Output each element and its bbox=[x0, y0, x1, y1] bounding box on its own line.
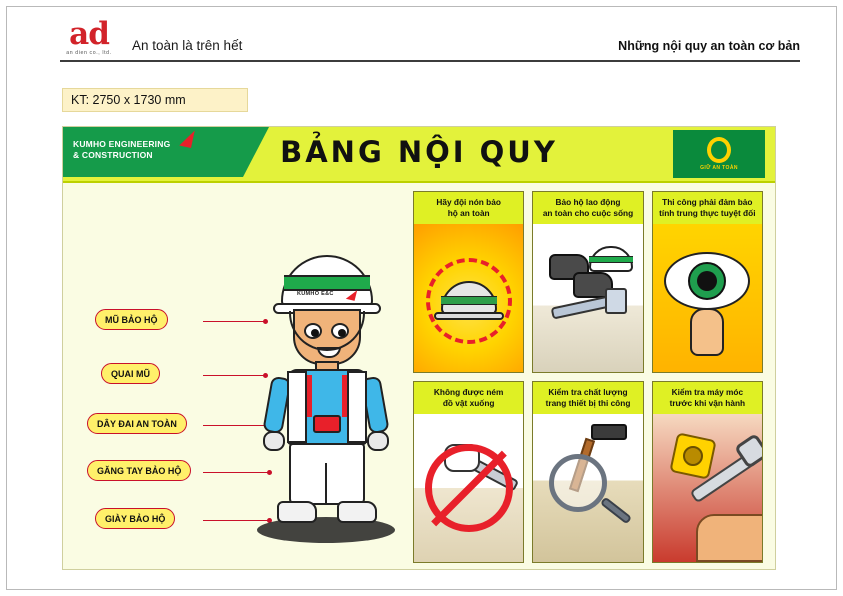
rule-card-title bbox=[414, 192, 523, 224]
mascot-safety-harness bbox=[307, 375, 347, 417]
safety-badge bbox=[673, 130, 765, 178]
hammer-head-icon bbox=[591, 424, 627, 440]
badge-label: GIỮ AN TOÀN bbox=[700, 165, 738, 171]
document-header bbox=[60, 16, 800, 62]
rule-card-title bbox=[533, 192, 642, 224]
hand-icon bbox=[690, 308, 724, 356]
rule-card-title-line2: trước khi vận hành bbox=[669, 398, 746, 408]
rule-card-title bbox=[414, 382, 523, 414]
hard-hat-brim bbox=[434, 312, 504, 320]
rule-card-title-line2: đồ vật xuống bbox=[442, 398, 495, 408]
eye-hand-icon bbox=[653, 224, 762, 372]
brand-block bbox=[60, 15, 243, 56]
worker-arm-icon bbox=[696, 514, 763, 562]
rule-card-title bbox=[533, 382, 642, 414]
dimension-label bbox=[62, 88, 248, 112]
rule-card-title bbox=[653, 382, 762, 414]
kumho-tab-line2: & CONSTRUCTION bbox=[73, 150, 153, 160]
rule-card-title-line1: Kiểm tra chất lượng bbox=[548, 387, 628, 397]
poster-artboard bbox=[62, 126, 776, 570]
mascot-vest-right bbox=[347, 371, 367, 443]
mascot-shoe-right bbox=[337, 501, 377, 523]
no-throw-icon bbox=[414, 414, 523, 562]
callout-helmet: MŨ BẢO HỘ bbox=[95, 309, 168, 330]
rule-card bbox=[413, 191, 524, 373]
rule-card-grid bbox=[413, 191, 769, 563]
mascot-worker-illustration bbox=[251, 255, 401, 565]
rule-card-title-line1: Không được ném bbox=[433, 387, 504, 397]
rule-card-title-line1: Hãy đội nón bảo bbox=[436, 197, 501, 207]
rule-card bbox=[413, 381, 524, 563]
callout-chinstrap: QUAI MŨ bbox=[101, 363, 160, 384]
mascot-helmet-label: KUMHO E&C bbox=[297, 291, 334, 297]
belt-buckle-icon bbox=[605, 288, 627, 314]
callout-safety-shoes: GIÀY BẢO HỘ bbox=[95, 508, 175, 529]
logo-subtitle: an dien co., ltd. bbox=[66, 49, 112, 56]
kumho-tab-line1: KUMHO ENGINEERING bbox=[73, 139, 171, 149]
rule-card-title-line2: tính trung thực tuyệt đối bbox=[659, 208, 756, 218]
rule-card-title bbox=[653, 192, 762, 224]
rule-card-title-line2: trang thiết bị thi công bbox=[545, 398, 631, 408]
callout-gloves: GĂNG TAY BẢO HỘ bbox=[87, 460, 191, 481]
rule-card-title-line2: hộ an toàn bbox=[447, 208, 490, 218]
magnifier-handle-icon bbox=[600, 496, 632, 524]
brand-tagline: An toàn là trên hết bbox=[132, 38, 243, 53]
rule-card-title-line2: an toàn cho cuộc sống bbox=[542, 208, 634, 218]
mascot-vest-left bbox=[287, 371, 307, 443]
rule-card-title-line1: Thi công phải đảm bảo bbox=[662, 197, 753, 207]
badge-ring-icon bbox=[707, 137, 731, 163]
wrench-bolt-icon bbox=[653, 414, 762, 562]
magnifier-hammer-icon bbox=[533, 414, 642, 562]
poster-title: BẢNG NỘI QUY bbox=[280, 135, 558, 169]
dimension-text: KT: 2750 x 1730 mm bbox=[71, 93, 186, 107]
callout-safety-belt: DÂY ĐAI AN TOÀN bbox=[87, 413, 187, 434]
mascot-callout-area bbox=[63, 185, 413, 571]
mascot-glove-right bbox=[367, 431, 389, 451]
poster-header-bar bbox=[63, 127, 775, 183]
hard-hat-band bbox=[441, 296, 497, 305]
helmet-rays-icon bbox=[414, 224, 523, 372]
header-title: Những nội quy an toàn cơ bản bbox=[618, 39, 800, 53]
mascot-glove-left bbox=[263, 431, 285, 451]
rule-card bbox=[652, 381, 763, 563]
mascot-legs bbox=[289, 443, 365, 505]
mascot-shoe-left bbox=[277, 501, 317, 523]
mascot-helmet-stripe bbox=[284, 275, 370, 291]
hard-hat-band bbox=[589, 256, 633, 263]
magnifier-icon bbox=[549, 454, 607, 512]
boots-belt-icon bbox=[533, 224, 642, 372]
mascot-harness-buckle bbox=[313, 415, 341, 433]
logo-mark-text: ad bbox=[69, 15, 109, 52]
rule-card bbox=[652, 191, 763, 373]
rule-card-title-line1: Kiểm tra máy móc bbox=[671, 387, 744, 397]
rule-card-title-line1: Bảo hộ lao động bbox=[555, 197, 621, 207]
bolt-center-icon bbox=[683, 446, 703, 466]
company-logo bbox=[60, 15, 118, 56]
mascot-leg-divider bbox=[325, 463, 327, 505]
rule-card bbox=[532, 381, 643, 563]
rule-card bbox=[532, 191, 643, 373]
